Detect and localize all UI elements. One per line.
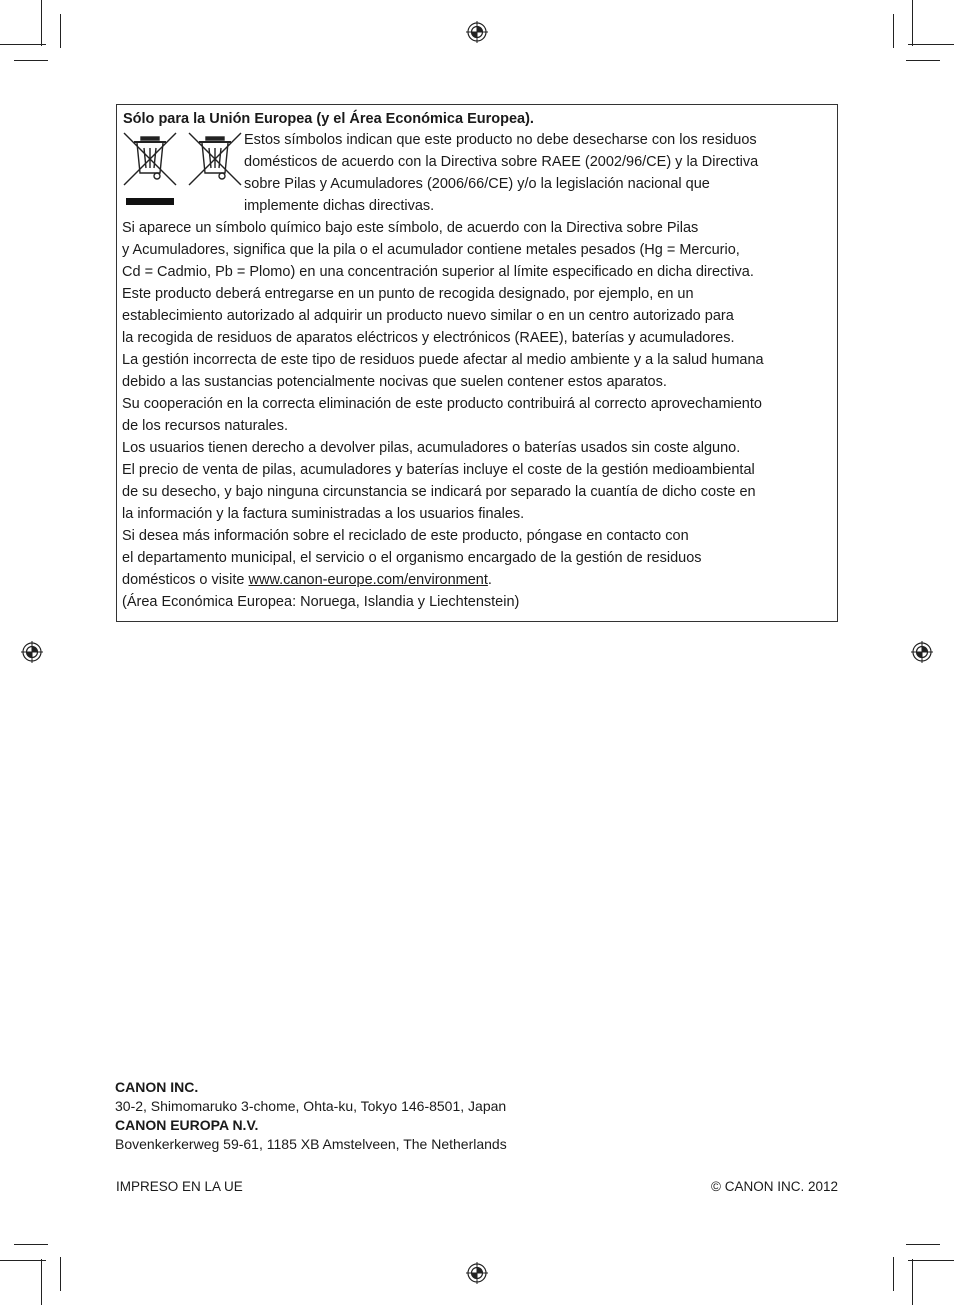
- crop-mark: [14, 1244, 48, 1245]
- visit-suffix: .: [487, 572, 492, 588]
- crossed-out-bin-with-bar-icon: [122, 131, 178, 209]
- company-name: CANON INC.: [115, 1079, 199, 1095]
- text-line: sobre Pilas y Acumuladores (2006/66/CE) y/o la legislación nacional que: [244, 176, 710, 192]
- text-line: Este producto deberá entregarse en un punto de recogida designado, por ejemplo, en un: [122, 286, 694, 302]
- crop-mark: [41, 1259, 42, 1305]
- crop-mark: [906, 60, 940, 61]
- eea-note: (Área Económica Europea: Noruega, Islandia y Liechtenstein): [122, 594, 520, 610]
- crop-mark: [908, 44, 954, 45]
- text-line: Su cooperación en la correcta eliminación de este producto contribuirá al correcto aprovechamiento: [122, 396, 762, 412]
- visit-line: [122, 569, 834, 591]
- text-line: El precio de venta de pilas, acumuladores y baterías incluye el coste de la gestión medioambiental: [122, 462, 755, 478]
- company-name: CANON EUROPA N.V.: [115, 1117, 259, 1133]
- printed-in-label: IMPRESO EN LA UE: [116, 1179, 243, 1194]
- crop-mark: [60, 14, 61, 48]
- company-block: [115, 1116, 507, 1154]
- text-line: la recogida de residuos de aparatos eléctricos y electrónicos (RAEE), baterías y acumuladores.: [122, 330, 735, 346]
- registration-mark-icon: [21, 641, 43, 663]
- text-line: debido a las sustancias potencialmente nocivas que suelen contener estos aparatos.: [122, 374, 667, 390]
- crop-mark: [908, 1260, 954, 1261]
- text-line: Si desea más información sobre el reciclado de este producto, póngase en contacto con: [122, 528, 689, 544]
- registration-mark-icon: [466, 21, 488, 43]
- text-line: Estos símbolos indican que este producto no debe desecharse con los residuos: [244, 132, 757, 148]
- crop-mark: [893, 1257, 894, 1291]
- text-line: establecimiento autorizado al adquirir un producto nuevo similar o en un centro autorizado para: [122, 308, 734, 324]
- text-line: Si aparece un símbolo químico bajo este símbolo, de acuerdo con la Directiva sobre Pilas: [122, 220, 699, 236]
- text-line: de los recursos naturales.: [122, 418, 289, 434]
- copyright-label: © CANON INC. 2012: [711, 1179, 838, 1194]
- visit-prefix: domésticos o visite: [122, 572, 249, 588]
- text-line: domésticos de acuerdo con la Directiva sobre RAEE (2002/96/CE) y la Directiva: [244, 154, 759, 170]
- company-address: Bovenkerkerweg 59-61, 1185 XB Amstelveen, The Netherlands: [115, 1136, 507, 1152]
- crop-mark: [906, 1244, 940, 1245]
- company-address: 30-2, Shimomaruko 3-chome, Ohta-ku, Tokyo 146-8501, Japan: [115, 1098, 507, 1114]
- company-block: [115, 1078, 506, 1116]
- text-line: Los usuarios tienen derecho a devolver pilas, acumuladores o baterías usados sin coste alguno.: [122, 440, 741, 456]
- registration-mark-icon: [911, 641, 933, 663]
- text-line: La gestión incorrecta de este tipo de residuos puede afectar al medio ambiente y a la salud humana: [122, 352, 764, 368]
- symbols-description: [244, 129, 824, 217]
- crop-mark: [0, 1260, 46, 1261]
- crop-mark: [893, 14, 894, 48]
- environment-link[interactable]: www.canon-europe.com/environment: [248, 572, 488, 588]
- crop-mark: [0, 44, 46, 45]
- notice-body: [122, 217, 834, 613]
- text-line: Cd = Cadmio, Pb = Plomo) en una concentración superior al límite especificado en dicha directiva.: [122, 264, 754, 280]
- crop-mark: [912, 1259, 913, 1305]
- crop-mark: [60, 1257, 61, 1291]
- text-line: de su desecho, y bajo ninguna circunstancia se indicará por separado la cuantía de dicho coste en: [122, 484, 756, 500]
- text-line: y Acumuladores, significa que la pila o el acumulador contiene metales pesados (Hg = Mercurio,: [122, 242, 740, 258]
- text-line: el departamento municipal, el servicio o el organismo encargado de la gestión de residuos: [122, 550, 702, 566]
- eu-disposal-notice: [116, 104, 838, 622]
- notice-title: Sólo para la Unión Europea (y el Área Económica Europea).: [123, 111, 534, 127]
- crop-mark: [14, 60, 48, 61]
- crossed-out-bin-icon: [187, 131, 243, 189]
- text-line: la información y la factura suministradas a los usuarios finales.: [122, 506, 525, 522]
- text-line: implemente dichas directivas.: [244, 198, 435, 214]
- crop-mark: [41, 0, 42, 46]
- crop-mark: [912, 0, 913, 46]
- registration-mark-icon: [466, 1262, 488, 1284]
